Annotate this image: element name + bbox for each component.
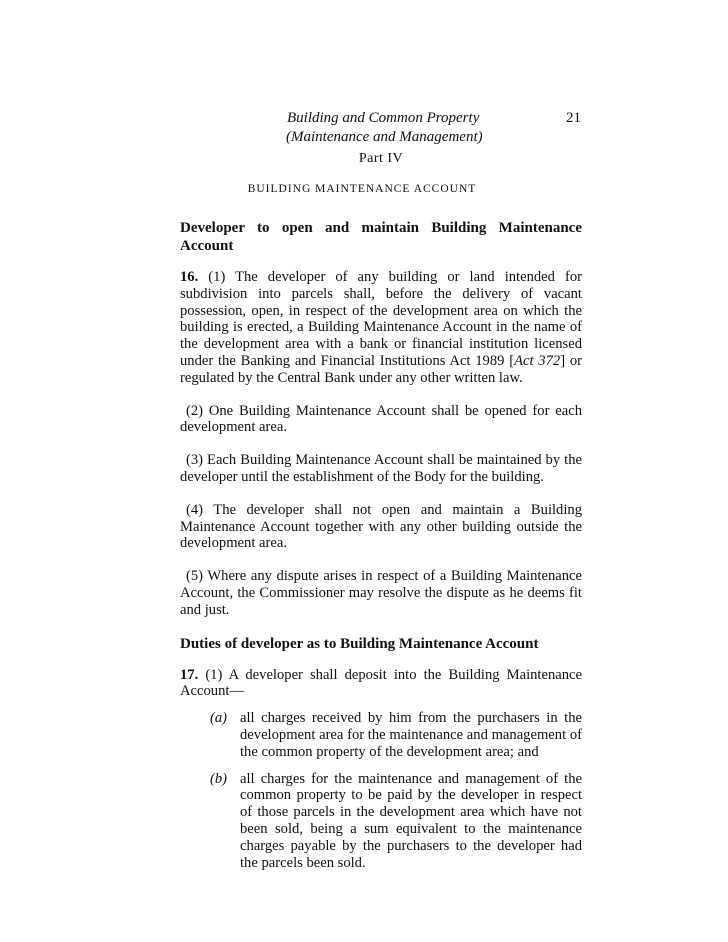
list-item-text: all charges for the maintenance and management of the common property to be paid by the developer in respect of those parcels in the development area which have not been sold, being a sum equivalent to the maintenance charges payable by the purchasers to the developer had the parcels been sold. (240, 770, 582, 871)
page-number: 21 (566, 110, 581, 126)
section-17-p1-text: (1) A developer shall deposit into the Building Maintenance Account— (180, 666, 582, 700)
section-16-number: 16. (180, 269, 199, 285)
act-reference: Act 372 (514, 352, 561, 369)
section-16-subsection-5: (5) Where any dispute arises in respect of a Building Maintenance Account, the Commissioner may resolve the dispute as he deems fit and just. (180, 568, 582, 618)
section-16-p1-tail: ] or regulated by the Central Bank under any other written law. (180, 352, 582, 386)
running-header-line2: (Maintenance and Management) (286, 129, 483, 145)
list-item-label: (a) (210, 710, 228, 727)
section-16-p1-text: (1) The developer of any building or land intended for subdivision into parcels shall, before the delivery of vacant possession, open, in respect of the development area on which the building is erected, a Building Maintenance Account in the name of the development area with a bank or financial institution licensed under the Banking and Financial Institutions Act 1989 [ (180, 269, 582, 369)
list-item-text: all charges received by him from the purchasers in the development area for the maintenance and management of the common property of the development area; and (240, 710, 582, 760)
section-16-subsection-2: (2) One Building Maintenance Account shall be opened for each development area. (180, 402, 582, 436)
list-item (180, 710, 582, 760)
body-text (180, 219, 582, 871)
part-title: BUILDING MAINTENANCE ACCOUNT (247, 183, 477, 195)
section-16-subsection-1 (180, 269, 582, 387)
running-header-line1: Building and Common Property (287, 110, 480, 126)
section-16-subsection-3: (3) Each Building Maintenance Account shall be maintained by the developer until the establishment of the Body for the building. (180, 452, 582, 485)
section-16-subsection-4: (4) The developer shall not open and maintain a Building Maintenance Account together with any other building outside the development area. (180, 501, 582, 552)
section-17-subsection-1 (180, 667, 582, 701)
list-item (180, 771, 582, 872)
part-label: Part IV (358, 151, 404, 166)
section-16-heading: Developer to open and maintain Building Maintenance Account (180, 220, 582, 254)
list-item-label: (b) (210, 770, 228, 787)
section-17-heading: Duties of developer as to Building Maintenance Account (180, 635, 539, 652)
section-17-number: 17. (180, 666, 199, 683)
